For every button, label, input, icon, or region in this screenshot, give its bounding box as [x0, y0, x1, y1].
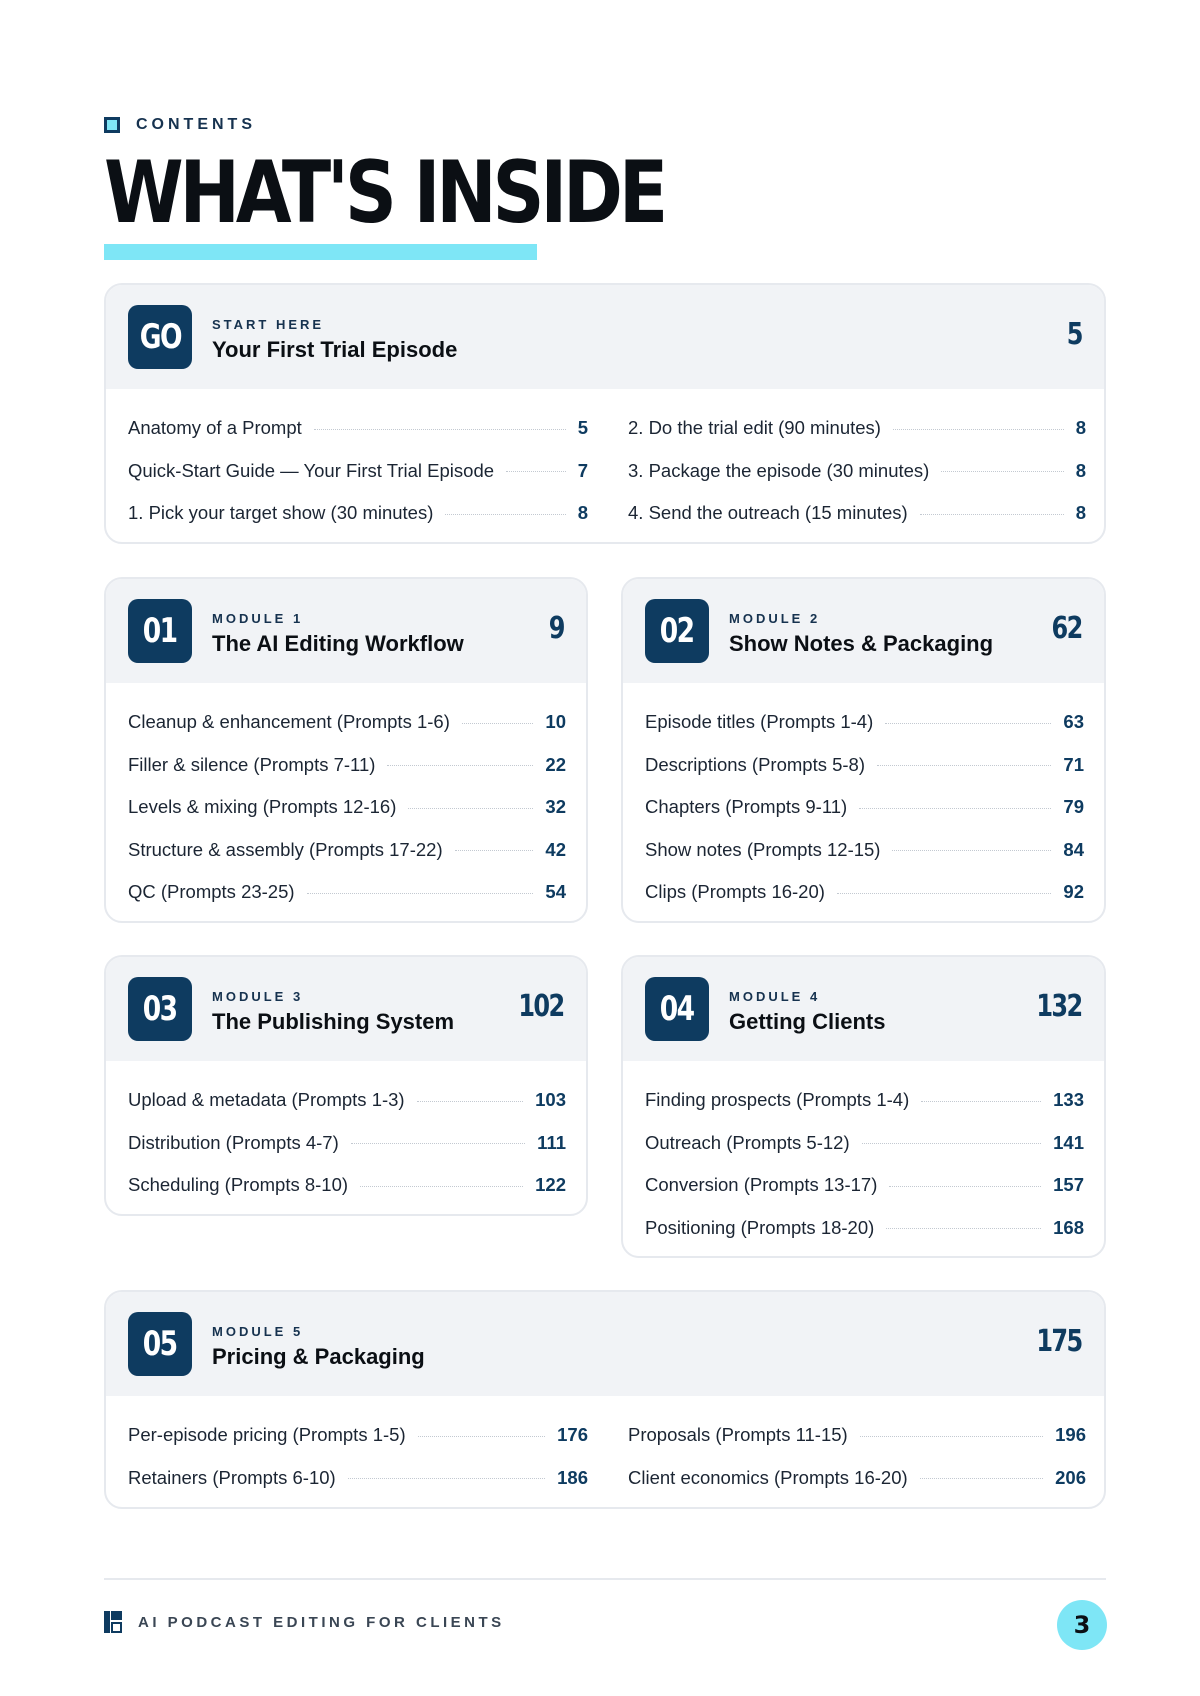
- footer-brand-label: AI PODCAST EDITING FOR CLIENTS: [138, 1613, 505, 1631]
- dot-leader: [462, 723, 534, 724]
- entry-label: Quick-Start Guide — Your First Trial Episode: [128, 459, 495, 481]
- toc-entry[interactable]: [628, 1457, 1086, 1500]
- entry-page: 111: [537, 1131, 566, 1153]
- entry-page: 32: [545, 796, 566, 818]
- toc-entry[interactable]: [645, 786, 1084, 829]
- card-header: [623, 957, 1104, 1061]
- title-underline: [104, 244, 537, 260]
- dot-leader: [408, 808, 533, 809]
- card-title: Getting Clients: [729, 1009, 886, 1034]
- footer-brand: [104, 1611, 505, 1633]
- toc-entry[interactable]: [645, 871, 1084, 914]
- square-icon: [104, 117, 120, 133]
- entry-page: 103: [535, 1089, 566, 1111]
- toc-entry[interactable]: [128, 1122, 566, 1165]
- entry-page: 186: [557, 1466, 588, 1488]
- dot-leader: [837, 893, 1052, 894]
- entry-page: 63: [1063, 711, 1084, 733]
- toc-entry[interactable]: [645, 1079, 1084, 1122]
- footer-divider: [104, 1578, 1106, 1580]
- entry-page: 5: [577, 417, 588, 439]
- entry-page: 22: [545, 753, 566, 775]
- card-title: Show Notes & Packaging: [729, 631, 994, 656]
- toc-card-module-1: [104, 577, 588, 923]
- entry-label: Chapters (Prompts 9-11): [645, 796, 848, 818]
- entry-page: 8: [1075, 417, 1086, 439]
- toc-column: [645, 701, 1084, 914]
- toc-column: [628, 1414, 1086, 1499]
- entry-label: Client economics (Prompts 16-20): [628, 1466, 908, 1488]
- entry-page: 141: [1053, 1131, 1084, 1153]
- dot-leader: [348, 1478, 545, 1479]
- entry-page: 42: [545, 838, 566, 860]
- entry-page: 79: [1063, 796, 1084, 818]
- dot-leader: [877, 765, 1051, 766]
- entry-label: QC (Prompts 23-25): [128, 881, 295, 903]
- entry-page: 8: [577, 502, 588, 524]
- entry-page: 8: [1075, 459, 1086, 481]
- entry-page: 7: [577, 459, 588, 481]
- contents-eyebrow: [104, 116, 256, 134]
- card-header: [623, 579, 1104, 683]
- entry-label: Distribution (Prompts 4-7): [128, 1131, 339, 1153]
- card-page-number: 5: [1066, 317, 1082, 352]
- entry-page: 92: [1063, 881, 1084, 903]
- dot-leader: [314, 429, 566, 430]
- toc-entry[interactable]: [128, 701, 566, 744]
- card-kicker: START HERE: [212, 317, 325, 332]
- entry-label: Descriptions (Prompts 5-8): [645, 753, 866, 775]
- dot-leader: [889, 1186, 1041, 1187]
- entry-label: 2. Do the trial edit (90 minutes): [628, 417, 881, 439]
- page-title-wrap: [104, 143, 771, 243]
- entry-label: Cleanup & enhancement (Prompts 1-6): [128, 711, 450, 733]
- dot-leader: [886, 1228, 1041, 1229]
- entry-page: 71: [1063, 753, 1084, 775]
- entry-page: 54: [545, 881, 566, 903]
- dot-leader: [920, 1478, 1043, 1479]
- entry-page: 8: [1075, 502, 1086, 524]
- toc-entry[interactable]: [645, 1122, 1084, 1165]
- dot-leader: [892, 850, 1051, 851]
- entry-label: 3. Package the episode (30 minutes): [628, 459, 930, 481]
- toc-entry[interactable]: [128, 871, 566, 914]
- card-header: [106, 579, 586, 683]
- book-logo-icon: [104, 1611, 122, 1633]
- dot-leader: [862, 1143, 1042, 1144]
- entry-page: 133: [1053, 1089, 1084, 1111]
- toc-card-start-here: [104, 283, 1106, 544]
- entry-label: Proposals (Prompts 11-15): [628, 1424, 848, 1446]
- dot-leader: [387, 765, 533, 766]
- toc-entry[interactable]: [645, 1207, 1084, 1250]
- card-kicker: MODULE 2: [729, 611, 821, 626]
- card-page-number: 9: [548, 611, 564, 646]
- module-badge: 02: [645, 599, 709, 663]
- entry-label: Retainers (Prompts 6-10): [128, 1466, 336, 1488]
- dot-leader: [941, 471, 1063, 472]
- entry-label: Positioning (Prompts 18-20): [645, 1216, 875, 1238]
- dot-leader: [351, 1143, 525, 1144]
- toc-entry[interactable]: [628, 492, 1086, 535]
- toc-entry[interactable]: [128, 407, 588, 450]
- entry-page: 84: [1063, 838, 1084, 860]
- entry-page: 122: [535, 1174, 566, 1196]
- entry-label: 1. Pick your target show (30 minutes): [128, 502, 434, 524]
- dot-leader: [418, 1436, 546, 1437]
- entry-page: 157: [1053, 1174, 1084, 1196]
- toc-card-module-3: [104, 955, 588, 1216]
- card-kicker: MODULE 1: [212, 611, 304, 626]
- card-header: [106, 957, 586, 1061]
- toc-entry[interactable]: [128, 1079, 566, 1122]
- toc-entry[interactable]: [628, 450, 1086, 493]
- dot-leader: [455, 850, 534, 851]
- toc-entry[interactable]: [128, 1164, 566, 1207]
- entry-page: 206: [1055, 1466, 1086, 1488]
- card-kicker: MODULE 3: [212, 989, 304, 1004]
- page-title: WHAT'S INSIDE: [104, 143, 664, 243]
- toc-column: [628, 407, 1086, 535]
- entry-page: 10: [545, 711, 566, 733]
- toc-entry[interactable]: [628, 407, 1086, 450]
- entry-page: 176: [557, 1424, 588, 1446]
- toc-card-module-4: [621, 955, 1106, 1258]
- toc-column: [128, 1079, 566, 1207]
- card-page-number: 62: [1051, 611, 1082, 646]
- toc-entry[interactable]: [128, 786, 566, 829]
- entry-page: 168: [1053, 1216, 1084, 1238]
- dot-leader: [445, 514, 565, 515]
- entry-label: Show notes (Prompts 12-15): [645, 838, 881, 860]
- entry-label: Episode titles (Prompts 1-4): [645, 711, 874, 733]
- toc-entry[interactable]: [645, 829, 1084, 872]
- toc-entry[interactable]: [128, 744, 566, 787]
- card-page-number: 175: [1036, 1324, 1082, 1359]
- dot-leader: [859, 808, 1051, 809]
- toc-entry[interactable]: [645, 744, 1084, 787]
- card-title: The Publishing System: [212, 1009, 455, 1034]
- module-badge: 01: [128, 599, 192, 663]
- entry-label: 4. Send the outreach (15 minutes): [628, 502, 908, 524]
- eyebrow-label: CONTENTS: [136, 116, 256, 133]
- toc-card-module-2: [621, 577, 1106, 923]
- toc-entry[interactable]: [645, 701, 1084, 744]
- entry-label: Filler & silence (Prompts 7-11): [128, 753, 376, 775]
- dot-leader: [893, 429, 1064, 430]
- toc-entry[interactable]: [628, 1414, 1086, 1457]
- entry-label: Clips (Prompts 16-20): [645, 881, 825, 903]
- toc-entry[interactable]: [128, 1414, 588, 1457]
- entry-label: Finding prospects (Prompts 1-4): [645, 1089, 910, 1111]
- page-number-badge: 3: [1057, 1600, 1107, 1650]
- card-title: Pricing & Packaging: [212, 1344, 425, 1369]
- module-badge: 05: [128, 1312, 192, 1376]
- dot-leader: [921, 1101, 1041, 1102]
- toc-entry[interactable]: [128, 1457, 588, 1500]
- toc-column: [128, 407, 588, 535]
- card-header: [106, 285, 1104, 389]
- card-kicker: MODULE 5: [212, 1324, 304, 1339]
- card-kicker: MODULE 4: [729, 989, 821, 1004]
- toc-column: [128, 1414, 588, 1499]
- toc-column: [128, 701, 566, 914]
- toc-entry[interactable]: [128, 450, 588, 493]
- entry-label: Outreach (Prompts 5-12): [645, 1131, 850, 1153]
- dot-leader: [307, 893, 534, 894]
- dot-leader: [860, 1436, 1043, 1437]
- module-badge: GO: [128, 305, 192, 369]
- entry-label: Levels & mixing (Prompts 12-16): [128, 796, 397, 818]
- dot-leader: [920, 514, 1064, 515]
- toc-card-module-5: [104, 1290, 1106, 1509]
- entry-label: Anatomy of a Prompt: [128, 417, 302, 439]
- toc-entry[interactable]: [128, 492, 588, 535]
- dot-leader: [885, 723, 1051, 724]
- dot-leader: [417, 1101, 524, 1102]
- entry-label: Conversion (Prompts 13-17): [645, 1174, 878, 1196]
- toc-entry[interactable]: [645, 1164, 1084, 1207]
- module-badge: 04: [645, 977, 709, 1041]
- card-title: The AI Editing Workflow: [212, 631, 464, 656]
- dot-leader: [506, 471, 566, 472]
- entry-label: Structure & assembly (Prompts 17-22): [128, 838, 443, 860]
- card-header: [106, 1292, 1104, 1396]
- card-page-number: 102: [518, 989, 564, 1024]
- entry-label: Scheduling (Prompts 8-10): [128, 1174, 349, 1196]
- card-page-number: 132: [1036, 989, 1082, 1024]
- entry-page: 196: [1055, 1424, 1086, 1446]
- toc-column: [645, 1079, 1084, 1249]
- card-title: Your First Trial Episode: [212, 337, 458, 362]
- entry-label: Per-episode pricing (Prompts 1-5): [128, 1424, 406, 1446]
- toc-entry[interactable]: [128, 829, 566, 872]
- module-badge: 03: [128, 977, 192, 1041]
- dot-leader: [360, 1186, 523, 1187]
- entry-label: Upload & metadata (Prompts 1-3): [128, 1089, 405, 1111]
